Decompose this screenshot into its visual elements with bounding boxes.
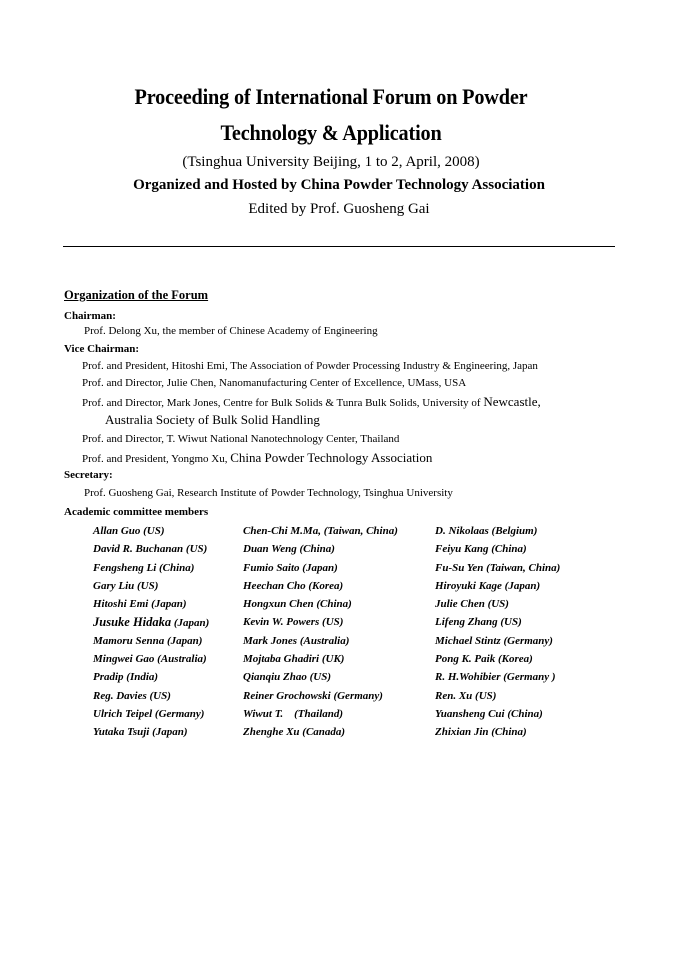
forum-dates: (Tsinghua University Beijing, 1 to 2, April, 2008)	[182, 154, 480, 170]
committee-member: Feiyu Kang (China)	[435, 543, 527, 556]
chairman-label: Chairman:	[64, 310, 116, 322]
committee-member: Zhenghe Xu (Canada)	[243, 726, 346, 739]
committee-member: Hongxun Chen (China)	[243, 598, 352, 611]
organizer-line: Organized and Hosted by China Powder Technology Association	[133, 177, 545, 193]
committee-member: Yutaka Tsuji (Japan)	[93, 726, 188, 739]
committee-member: Hitoshi Emi (Japan)	[93, 598, 187, 611]
committee-member: Reiner Grochowski (Germany)	[243, 689, 383, 702]
committee-label: Academic committee members	[64, 506, 209, 518]
committee-member-name: Jusuke Hidaka	[93, 615, 172, 630]
committee-member: Duan Weng (China)	[243, 543, 335, 556]
document-title-line-2: Technology & Application	[220, 120, 442, 145]
secretary-label: Secretary:	[64, 469, 113, 481]
committee-member: Zhixian Jin (China)	[435, 726, 527, 739]
committee-member: Mamoru Senna (Japan)	[93, 634, 203, 647]
committee-member: Michael Stintz (Germany)	[435, 634, 553, 647]
committee-member: Yuansheng Cui (China)	[435, 707, 543, 720]
vice-chairman-entry-3	[82, 394, 541, 410]
committee-member: Pradip (India)	[93, 671, 159, 684]
committee-member: Wiwut T. (Thailand)	[243, 707, 344, 720]
vice-chairman-entry-5-text: Prof. and President, Yongmo Xu,	[82, 453, 231, 465]
horizontal-divider	[63, 246, 615, 247]
committee-member: R. H.Wohibier (Germany )	[435, 671, 556, 684]
committee-member: David R. Buchanan (US)	[93, 543, 208, 556]
vice-chairman-label: Vice Chairman:	[64, 343, 140, 355]
committee-member: Heechan Cho (Korea)	[243, 579, 344, 592]
committee-member	[93, 615, 209, 633]
chairman-entry: Prof. Delong Xu, the member of Chinese Academy of Engineering	[84, 325, 378, 337]
committee-column-2	[243, 524, 398, 744]
committee-member-country: (Japan)	[171, 617, 210, 630]
vice-chairman-entry-5-org: China Powder Technology Association	[230, 450, 433, 465]
committee-member: Kevin W. Powers (US)	[243, 616, 344, 629]
document-title-line-1: Proceeding of International Forum on Powder	[134, 84, 528, 109]
editor-line: Edited by Prof. Guosheng Gai	[248, 201, 430, 217]
committee-member: Qianqiu Zhao (US)	[243, 671, 332, 684]
committee-column-3	[435, 524, 560, 744]
committee-member: Ulrich Teipel (Germany)	[93, 707, 205, 720]
vice-chairman-entry-3-text: Prof. and Director, Mark Jones, Centre for Bulk Solids & Tunra Bulk Solids, University of	[82, 397, 484, 409]
committee-member: Gary Liu (US)	[93, 579, 159, 592]
section-heading: Organization of the Forum	[64, 288, 209, 302]
committee-member: Ren. Xu (US)	[435, 689, 497, 702]
committee-member: Mingwei Gao (Australia)	[93, 653, 207, 666]
committee-member: Pong K. Paik (Korea)	[435, 653, 533, 666]
committee-member: Lifeng Zhang (US)	[435, 616, 522, 629]
vice-chairman-entry-4: Prof. and Director, T. Wiwut National Nanotechnology Center, Thailand	[82, 433, 400, 445]
committee-member: Fengsheng Li (China)	[93, 561, 195, 574]
committee-member: Mark Jones (Australia)	[243, 634, 350, 647]
committee-member: D. Nikolaas (Belgium)	[435, 525, 538, 537]
committee-member: Mojtaba Ghadiri (UK)	[243, 653, 345, 666]
vice-chairman-entry-2: Prof. and Director, Julie Chen, Nanomanufacturing Center of Excellence, UMass, USA	[82, 377, 467, 389]
secretary-entry: Prof. Guosheng Gai, Research Institute of Powder Technology, Tsinghua University	[84, 487, 453, 499]
committee-member: Reg. Davies (US)	[93, 689, 171, 702]
committee-member: Fu-Su Yen (Taiwan, China)	[435, 561, 561, 574]
committee-member: Hiroyuki Kage (Japan)	[435, 579, 541, 592]
committee-member: Chen-Chi M.Ma, (Taiwan, China)	[243, 525, 398, 537]
committee-member: Julie Chen (US)	[435, 598, 509, 611]
vice-chairman-entry-3-continued: Australia Society of Bulk Solid Handling	[105, 412, 320, 427]
vice-chairman-entry-5	[82, 450, 432, 466]
vice-chairman-entry-3-city: Newcastle,	[483, 394, 541, 409]
committee-column-1	[93, 524, 209, 744]
committee-member: Allan Guo (US)	[93, 525, 165, 537]
vice-chairman-entry-1: Prof. and President, Hitoshi Emi, The Association of Powder Processing Industry & Engineering, Japan	[82, 360, 538, 372]
committee-member: Fumio Saito (Japan)	[243, 561, 338, 574]
